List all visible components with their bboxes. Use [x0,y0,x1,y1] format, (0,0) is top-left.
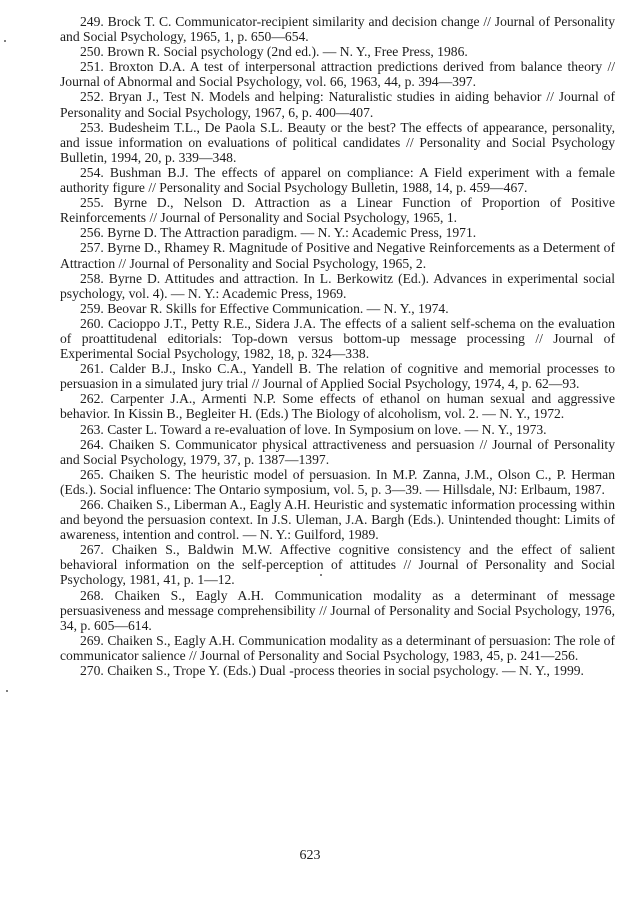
reference-entry: 253. Budesheim T.L., De Paola S.L. Beauty or the best? The effects of appearance, personality, and issue information on evaluations of political candidates // Personality and Social Psychology Bulletin, 1994, 20, p. 339—348. [60,119,615,165]
reference-entry: 263. Caster L. Toward a re-evaluation of love. In Symposium on love. — N. Y., 1973. [80,421,547,437]
reference-entry: 270. Chaiken S., Trope Y. (Eds.) Dual -process theories in social psychology. — N. Y., 1999. [80,663,584,679]
reference-entry: 250. Brown R. Social psychology (2nd ed.). — N. Y., Free Press, 1986. [80,44,468,60]
reference-entry: 262. Carpenter J.A., Armenti N.P. Some effects of ethanol on human sexual and aggressive behavior. In Kissin B., Begleiter H. (Eds.) The Biology of alcoholism, vol. 2. — N. Y., 1972. [60,391,615,422]
scan-speck [6,690,8,692]
reference-entry: 252. Bryan J., Test N. Models and helping: Naturalistic studies in aiding behavior // Journal of Personality and Social Psychology, 1967, 6, p. 400—407. [60,89,615,120]
reference-entry: 261. Calder B.J., Insko C.A., Yandell B. The relation of cognitive and memorial processes to persuasion in a simulated jury trial // Journal of Applied Social Psychology, 1974, 4, p. 62—93. [60,361,615,392]
reference-entry: 259. Beovar R. Skills for Effective Communication. — N. Y., 1974. [80,300,449,316]
reference-entry: 257. Byrne D., Rhamey R. Magnitude of Positive and Negative Reinforcements as a Determent of Attraction // Journal of Personality and Social Psychology, 1965, 2. [60,240,615,271]
reference-entry: 260. Cacioppo J.T., Petty R.E., Sidera J.A. The effects of a salient self-schema on the evaluation of proattitudenal editorials: Top-down versus bottom-up message processing // Journal of Experimental Social Psychology, 1982, 18, p. 324—338. [60,315,615,362]
reference-entry: 266. Chaiken S., Liberman A., Eagly A.H. Heuristic and systematic information processing within and beyond the persuasion context. In J.S. Uleman, J.A. Bargh (Eds.). Unintended thought: Limits of awareness, intention and control. — N. Y.: Guilford, 1989. [60,497,615,543]
reference-entry: 267. Chaiken S., Baldwin M.W. Affective cognitive consistency and the effect of salient behavioral information on the self-perception of attitudes // Journal of Personality and Social Psychology, 1981, 41, p. 1—12. [60,542,615,588]
reference-entry: 268. Chaiken S., Eagly A.H. Communication modality as a determinant of message persuasiveness and message comprehensibility // Journal of Personality and Social Psychology, 1976, 34, p. 605—614. [60,587,615,633]
reference-entry: 265. Chaiken S. The heuristic model of persuasion. In M.P. Zanna, J.M., Olson C., P. Herman (Eds.). Social influence: The Ontario symposium, vol. 5, p. 3—39. — Hillsdale, NJ: Erlbaum, 1987. [60,466,615,497]
reference-entry: 264. Chaiken S. Communicator physical attractiveness and persuasion // Journal of Personality and Social Psychology, 1979, 37, p. 1387—1397. [60,436,615,467]
reference-entry: 255. Byrne D., Nelson D. Attraction as a Linear Function of Proportion of Positive Reinforcements // Journal of Personality and Social Psychology, 1965, 1. [60,195,615,226]
scan-speck [320,574,322,576]
reference-entry: 256. Byrne D. The Attraction paradigm. — N. Y.: Academic Press, 1971. [80,225,477,241]
reference-entry: 269. Chaiken S., Eagly A.H. Communication modality as a determinant of persuasion: The role of communicator salience // Journal of Personality and Social Psychology, 1983, 45, p. 241—256. [60,632,615,663]
reference-entry: 249. Brock T. C. Communicator-recipient similarity and decision change // Journal of Personality and Social Psychology, 1965, 1, p. 650—654. [60,14,615,45]
reference-entry: 254. Bushman B.J. The effects of apparel on compliance: A Field experiment with a female authority figure // Personality and Social Psychology Bulletin, 1988, 14, p. 459—467. [60,164,615,196]
page-number: 623 [299,848,321,863]
reference-entry: 258. Byrne D. Attitudes and attraction. In L. Berkowitz (Ed.). Advances in experimental social psychology, vol. 4). — N. Y.: Academic Press, 1969. [60,270,615,301]
scan-speck [4,40,6,42]
reference-entry: 251. Broxton D.A. A test of interpersonal attraction predictions derived from balance theory // Journal of Abnormal and Social Psychology, vol. 66, 1963, 44, p. 394—397. [60,59,615,90]
reference-list [60,14,615,678]
